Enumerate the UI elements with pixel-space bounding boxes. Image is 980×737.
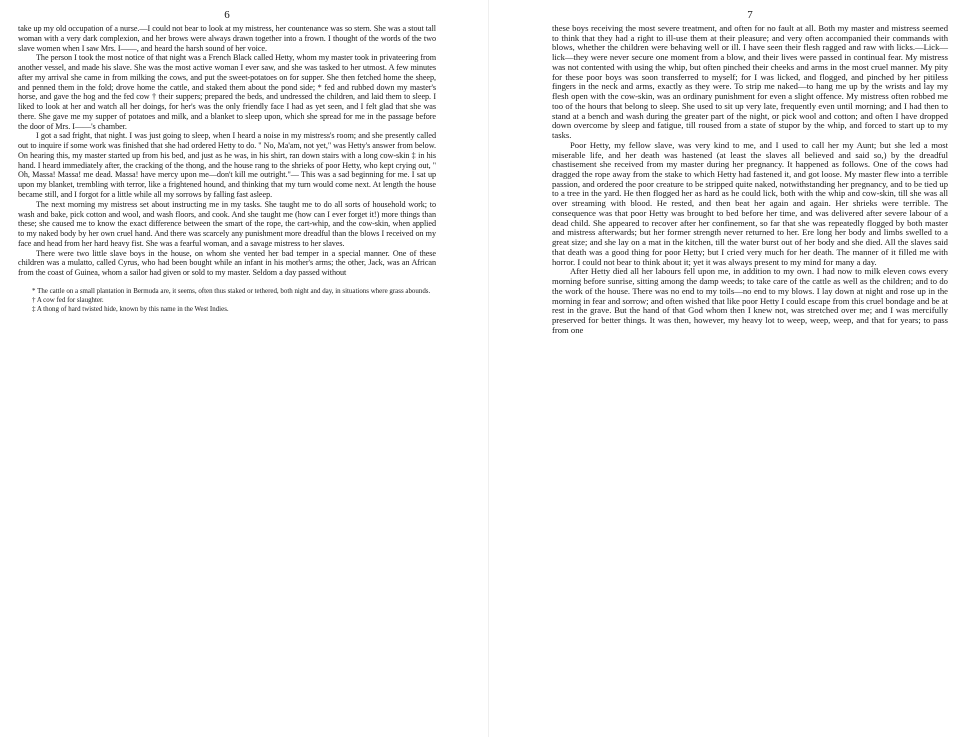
right-paragraph-1: these boys receiving the most severe treatment, and often for no fault at all. Both my master and mistress seemed to think that they had a right to ill-use them at their pleasure; and very often accompanied their commands with blows, whether the children were behaving well or ill. I have seen their flesh ragged and raw with licks.—Lick—lick—they were never secure one moment from a blow, and their lives were passed in continual fear. My mistress was not contented with using the whip, but often pinched their cheeks and arms in the most cruel manner. My pity for these poor boys was soon transferred to myself; for I was licked, and flogged, and pinched by her pitiless fingers in the neck and arms, exactly as they were. To strip me naked—to hang me up by the wrists and lay my flesh open with the cow-skin, was an ordinary punishment for even a slight offence. My mistress often robbed me too of the hours that belong to sleep. She used to sit up very late, frequently even until morning; and I had then to stand at a bench and wash during the greater part of the night, or pick wool and cotton; and often I have dropped down overcome by sleep and fatigue, till roused from a state of stupor by the whip, and forced to start up to my tasks. bbox=[552, 23, 948, 141]
left-paragraph-5: There were two little slave boys in the house, on whom she vented her bad temper in a special manner. One of these children was a mulatto, called Cyrus, who had been bought while an infant in his mother's arms; the other, Jack, was an African from the coast of Guinea, whom a sailor had given or sold to my master. Seldom a day passed without bbox=[18, 248, 436, 278]
footnote-cattle: * The cattle on a small plantation in Bermuda are, it seems, often thus staked or tethered, both night and day, in situations where grass abounds. bbox=[32, 286, 431, 295]
page-gutter bbox=[488, 0, 489, 737]
left-paragraph-1: take up my old occupation of a nurse.—I could not bear to look at my mistress, her countenance was so stern. She was a stout tall woman with a very dark complexion, and her brows were always drawn together into a frown. I thought of the words of the two slave women when I saw Mrs. I——, and heard the harsh sound of her voice. bbox=[18, 24, 436, 53]
page-number-right: 7 bbox=[747, 9, 753, 21]
left-paragraph-3: I got a sad fright, that night. I was just going to sleep, when I heard a noise in my mistress's room; and she presently called out to inquire if some work was finished that she had ordered Hetty to do. " No, Ma'am, not yet," was Hetty's answer from below. On hearing this, my master started up from his bed, and just as he was, in his shirt, ran down stairs with a long cow-skin ‡ in his hand. I heard immediately after, the cracking of the thong, and the house rang to the shrieks of poor Hetty, who kept crying out, " Oh, Massa! Massa! me dead. Massa! have mercy upon me—don't kill me outright."— This was a sad beginning for me. I sat up upon my blanket, trembling with terror, like a frightened hound, and thinking that my turn would come next. At length the house became still, and I forgot for a little while all my sorrows by falling fast asleep. bbox=[18, 131, 436, 200]
footnote-cow-skin: ‡ A thong of hard twisted hide, known by this name in the West Indies. bbox=[32, 304, 229, 313]
page-number-left: 6 bbox=[224, 9, 230, 21]
left-paragraph-4: The next morning my mistress set about instructing me in my tasks. She taught me to do all sorts of household work; to wash and bake, pick cotton and wool, and wash floors, and cook. And she taught me (how can I ever forget it!) more things than these; she caused me to know the exact difference between the smart of the rope, the cart-whip, and the cow-skin, when applied to my naked body by her own cruel hand. And there was scarcely any punishment more dreadful than the blows I received on my face and head from her hard heavy fist. She was a fearful woman, and a savage mistress to her slaves. bbox=[18, 199, 436, 248]
right-page bbox=[552, 0, 948, 737]
left-paragraph-2: The person I took the most notice of that night was a French Black called Hetty, whom my master took in privateering from another vessel, and made his slave. She was the most active woman I ever saw, and she was tasked to her utmost. A few minutes after my arrival she came in from milking the cows, and put the sweet-potatoes on for supper. She then fetched home the sheep, and penned them in the fold; drove home the cattle, and staked them about the pond side; * fed and rubbed down my master's horse, and gave the hog and the fed cow † their suppers; prepared the beds, and undressed the children, and laid them to sleep. I liked to look at her and watch all her doings, for her's was the only friendly face I had as yet seen, and I felt glad that she was there. She gave me my supper of potatoes and milk, and a blanket to sleep upon, which she spread for me in the passage before the door of Mrs. I——'s chamber. bbox=[18, 53, 436, 131]
footnotes bbox=[18, 287, 436, 314]
right-paragraph-2: Poor Hetty, my fellow slave, was very kind to me, and I used to call her my Aunt; but she led a most miserable life, and her death was hastened (at least the slaves all believed and said so,) by the dreadful chastisement she received from my master during her pregnancy. It happened as follows. One of the cows had dragged the rope away from the stake to which Hetty had fastened it, and got loose. My master flew into a terrible passion, and ordered the poor creature to be stripped quite naked, notwithstanding her pregnancy, and to be tied up to a tree in the yard. He then flogged her as hard as he could lick, both with the whip and cow-skin, till she was all over streaming with blood. He rested, and then beat her again and again. Her shrieks were terrible. The consequence was that poor Hetty was brought to bed before her time, and was delivered after severe labour of a dead child. She appeared to recover after her confinement, so far that she was repeatedly flogged by both master and mistress afterwards; but her former strength never returned to her. Ere long her body and limbs swelled to a great size; and she lay on a mat in the kitchen, till the water burst out of her body and she died. All the slaves said that death was a good thing for poor Hetty; but I cried very much for her death. The manner of it filled me with horror. I could not bear to think about it; yet it was always present to my mind for many a day. bbox=[552, 139, 948, 267]
left-page bbox=[18, 0, 436, 737]
footnote-cow: † A cow fed for slaughter. bbox=[32, 295, 104, 304]
right-paragraph-3: After Hetty died all her labours fell upon me, in addition to my own. I had now to milk eleven cows every morning before sunrise, sitting among the damp weeds; to take care of the cattle as well as the children; and to do the work of the house. There was no end to my toils—no end to my blows. I lay down at night and rose up in the morning in fear and sorrow; and often wished that like poor Hetty I could escape from this cruel bondage and be at rest in the grave. But the hand of that God whom then I knew not, was stretched over me; and I was mercifully preserved for better things. It was then, however, my heavy lot to weep, weep, weep, and that for years; to pass from one bbox=[552, 266, 948, 335]
